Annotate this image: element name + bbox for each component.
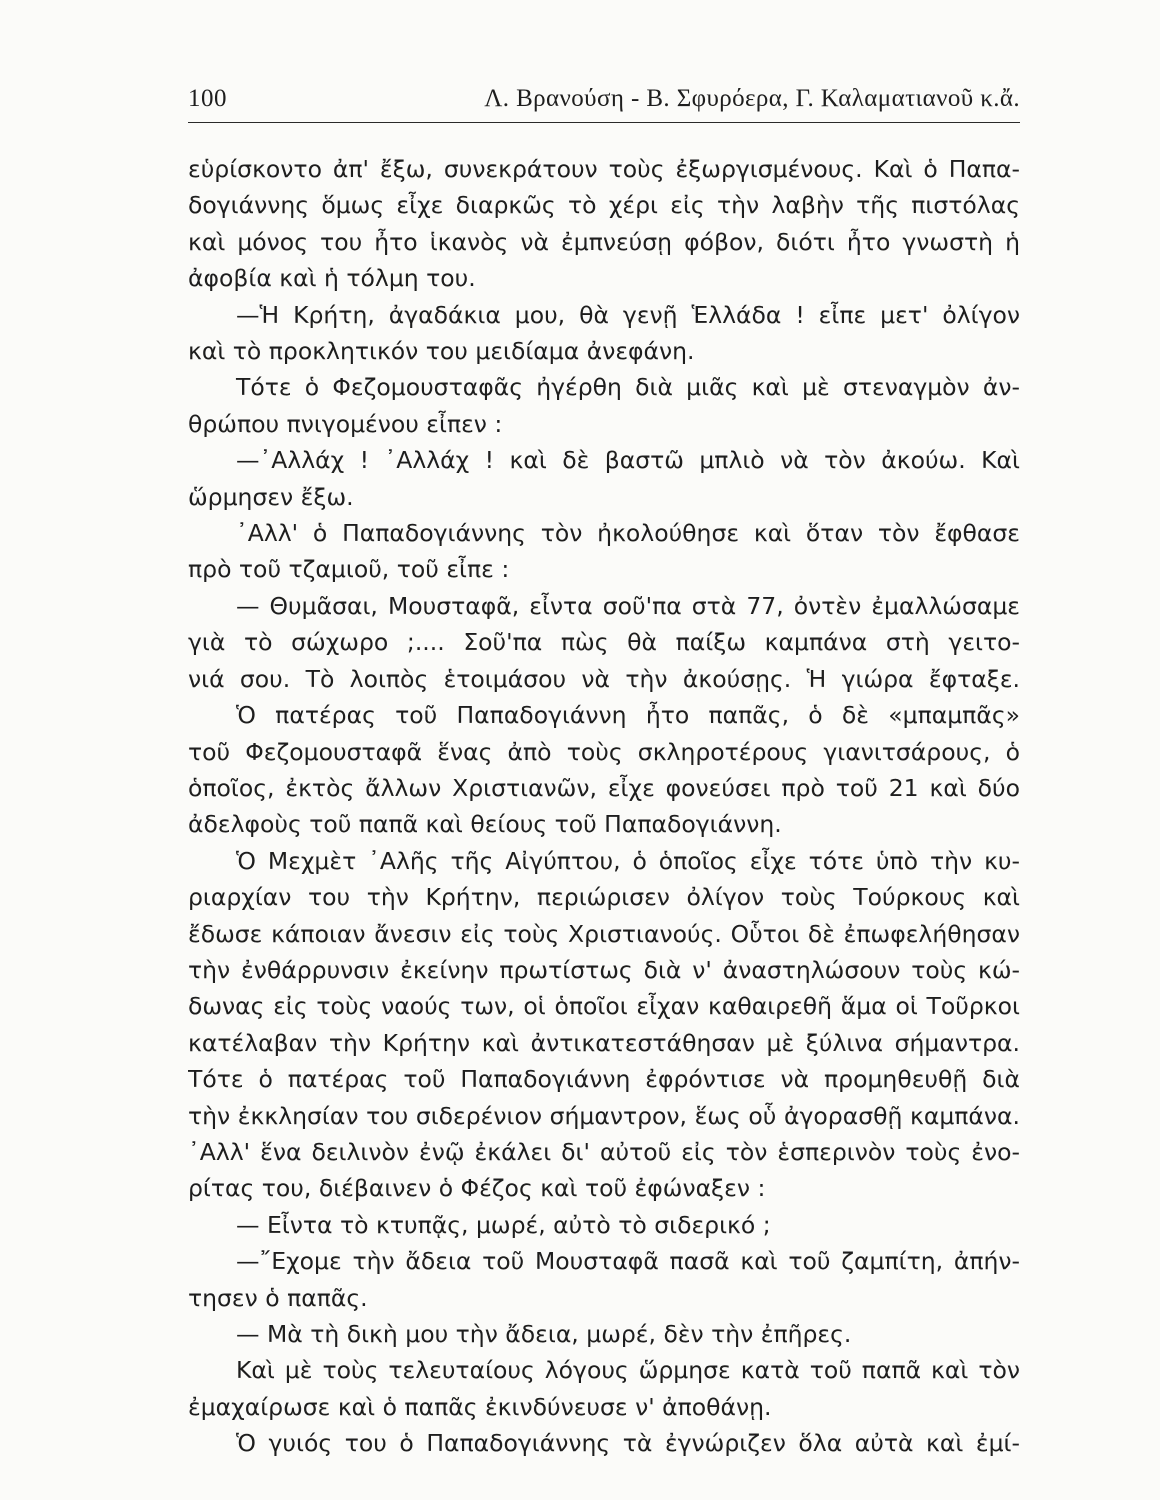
text-line: — Θυμᾶσαι, Μουσταφᾶ, εἶντα σοῦ'πα στὰ 77, ὀντὲν ἐμαλλώσαμε: [236, 591, 1020, 620]
text-line: καὶ μόνος του ἦτο ἱκανὸς νὰ ἐμπνεύσῃ φόβον, διότι ἦτο γνωστὴ ἡ: [188, 227, 1020, 256]
text-line: — Μὰ τὴ δικὴ μου τὴν ἄδεια, μωρέ, δὲν τὴν ἐπῆρες.: [236, 1320, 852, 1348]
text-line: γιὰ τὸ σώχωρο ;.... Σοῦ'πα πὼς θὰ παίξω καμπάνα στὴ γειτο-: [188, 628, 1020, 657]
text-line: ριαρχίαν του τὴν Κρήτην, περιώρισεν ὀλίγον τοὺς Τούρκους καὶ: [188, 883, 1020, 912]
text-line: ἐμαχαίρωσε καὶ ὁ παπᾶς ἐκινδύνευσε ν' ἀποθάνῃ.: [188, 1392, 772, 1421]
text-line: — Εἶντα τὸ κτυπᾷς, μωρέ, αὐτὸ τὸ σιδερικό ;: [236, 1210, 771, 1239]
page: [188, 85, 1020, 1462]
text-line: ἀδελφοὺς τοῦ παπᾶ καὶ θείους τοῦ Παπαδογιάννη.: [188, 810, 782, 839]
running-title: Λ. Βρανούση - Β. Σφυρόερα, Γ. Καλαματιανοῦ κ.ἄ.: [484, 85, 1020, 112]
text-line: τοῦ Φεζομουσταφᾶ ἕνας ἀπὸ τοὺς σκληροτέρους γιανιτσάρους, ὁ: [188, 737, 1020, 766]
text-line: ᾿Αλλ' ἕνα δειλινὸν ἐνῷ ἐκάλει δι' αὐτοῦ εἰς τὸν ἑσπερινὸν τοὺς ἐνο-: [188, 1137, 1020, 1166]
text-line: Καὶ μὲ τοὺς τελευταίους λόγους ὥρμησε κατὰ τοῦ παπᾶ καὶ τὸν: [236, 1356, 1020, 1385]
text-line: τησεν ὁ παπᾶς.: [188, 1283, 368, 1312]
text-line: θρώπου πνιγομένου εἶπεν :: [188, 409, 503, 438]
text-line: κατέλαβαν τὴν Κρήτην καὶ ἀντικατεστάθησαν μὲ ξύλινα σήμαντρα.: [188, 1028, 1020, 1057]
text-line: ἔδωσε κάποιαν ἄνεσιν εἰς τοὺς Χριστιανούς. Οὗτοι δὲ ἐπωφελήθησαν: [188, 919, 1020, 948]
text-line: ᾿Αλλ' ὁ Παπαδογιάννης τὸν ἠκολούθησε καὶ ὅταν τὸν ἔφθασε: [236, 519, 1020, 548]
body-text: [188, 151, 1020, 1462]
running-head: [188, 85, 1020, 123]
text-line: —῎Εχομε τὴν ἄδεια τοῦ Μουσταφᾶ πασᾶ καὶ τοῦ ζαμπίτη, ἀπήν-: [236, 1247, 1020, 1276]
text-line: νιά σου. Τὸ λοιπὸς ἑτοιμάσου νὰ τὴν ἀκούσῃς. Ἡ γιώρα ἔφταξε.: [188, 664, 1020, 693]
text-line: καὶ τὸ προκλητικόν του μειδίαμα ἀνεφάνη.: [188, 337, 695, 366]
text-line: —Ἡ Κρήτη, ἀγαδάκια μου, θὰ γενῇ Ἑλλάδα ! εἶπε μετ' ὀλίγον: [236, 300, 1020, 329]
text-line: ρίτας του, διέβαινεν ὁ Φέζος καὶ τοῦ ἐφώναξεν :: [188, 1174, 766, 1203]
text-line: εὑρίσκοντο ἀπ' ἔξω, συνεκράτουν τοὺς ἐξωργισμένους. Καὶ ὁ Παπα-: [188, 155, 1020, 183]
text-line: τὴν ἐκκλησίαν του σιδερένιον σήμαντρον, ἕως οὗ ἀγορασθῇ καμπάνα.: [188, 1101, 1020, 1130]
text-line: Τότε ὁ πατέρας τοῦ Παπαδογιάννη ἐφρόντισε νὰ προμηθευθῇ διὰ: [188, 1065, 1020, 1094]
text-line: ὁποῖος, ἐκτὸς ἄλλων Χριστιανῶν, εἶχε φονεύσει πρὸ τοῦ 21 καὶ δύο: [188, 773, 1020, 802]
text-line: Ὁ πατέρας τοῦ Παπαδογιάννη ἦτο παπᾶς, ὁ δὲ «μπαμπᾶς»: [236, 701, 1020, 730]
text-line: δογιάννης ὅμως εἶχε διαρκῶς τὸ χέρι εἰς τὴν λαβὴν τῆς πιστόλας: [188, 191, 1020, 220]
text-line: δωνας εἰς τοὺς ναούς των, οἱ ὁποῖοι εἶχαν καθαιρεθῆ ἅμα οἱ Τοῦρκοι: [188, 992, 1020, 1021]
text-line: Τότε ὁ Φεζομουσταφᾶς ἠγέρθη διὰ μιᾶς καὶ μὲ στεναγμὸν ἀν-: [236, 373, 1020, 402]
text-line: τὴν ἐνθάρρυνσιν ἐκείνην πρωτίστως διὰ ν' ἀναστηλώσουν τοὺς κώ-: [188, 955, 1020, 984]
text-line: Ὁ γυιός του ὁ Παπαδογιάννης τὰ ἐγνώριζεν ὅλα αὐτὰ καὶ ἐμί-: [236, 1429, 1020, 1458]
page-number: 100: [188, 85, 227, 112]
text-line: ὥρμησεν ἔξω.: [188, 482, 354, 511]
text-line: πρὸ τοῦ τζαμιοῦ, τοῦ εἶπε :: [188, 555, 510, 584]
text-line: ἀφοβία καὶ ἡ τόλμη του.: [188, 264, 476, 293]
text-line: —᾿Αλλάχ ! ᾿Αλλάχ ! καὶ δὲ βαστῶ μπλιὸ νὰ τὸν ἀκούω. Καὶ: [236, 446, 1020, 475]
text-line: Ὁ Μεχμὲτ ᾿Αλῆς τῆς Αἰγύπτου, ὁ ὁποῖος εἶχε τότε ὑπὸ τὴν κυ-: [236, 846, 1020, 875]
